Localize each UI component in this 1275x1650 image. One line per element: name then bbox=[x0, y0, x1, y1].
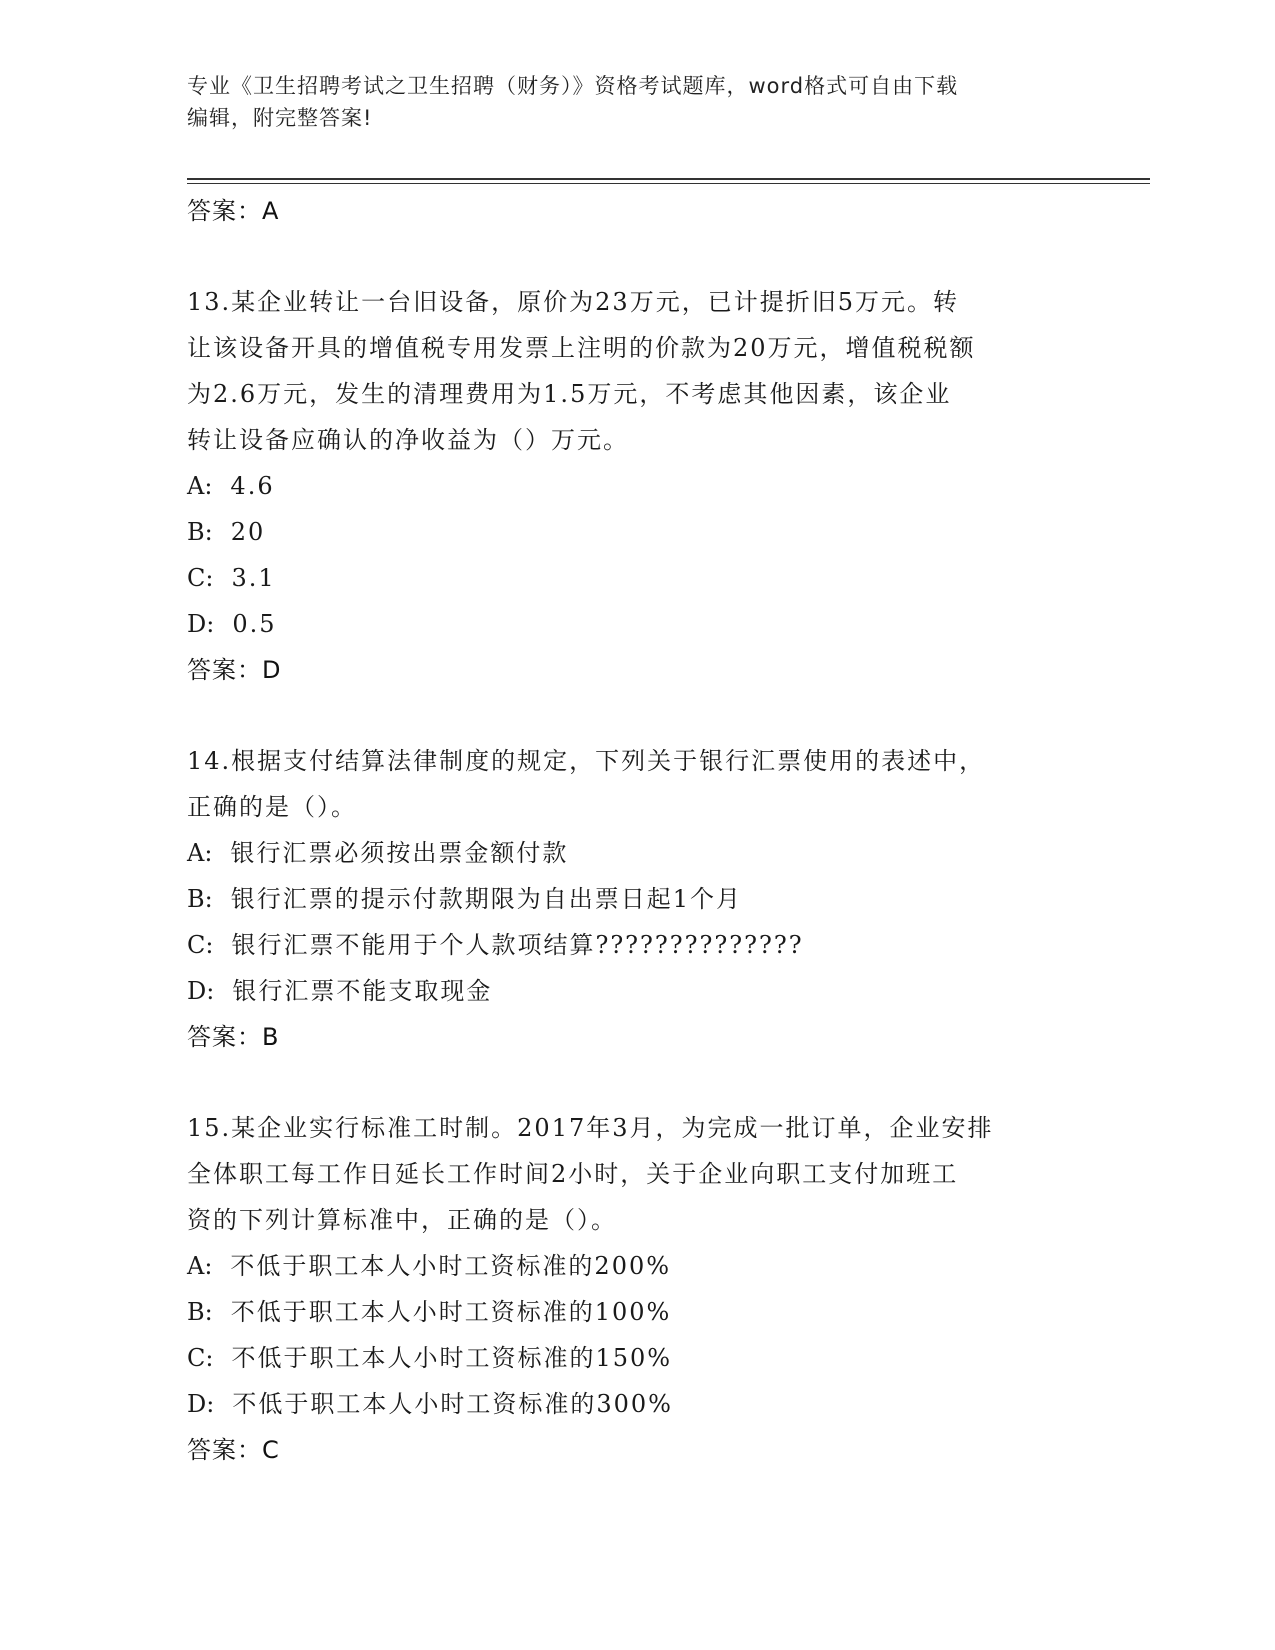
option-letter: D: bbox=[187, 977, 215, 1005]
answer-15: 答案：C bbox=[187, 1436, 280, 1464]
question-13-stem bbox=[187, 279, 1087, 463]
option-letter: D: bbox=[187, 610, 215, 638]
option-text: 银行汇票不能用于个人款项结算?????????????? bbox=[231, 931, 804, 959]
option-letter: A: bbox=[187, 1252, 213, 1280]
option-text: 不低于职工本人小时工资标准的100% bbox=[230, 1298, 672, 1326]
header-line-1: 专业《卫生招聘考试之卫生招聘（财务）》资格考试题库，word格式可自由下载 bbox=[187, 74, 959, 98]
question-15 bbox=[187, 1105, 1087, 1473]
option-letter: A: bbox=[187, 472, 213, 500]
answer-previous: 答案：A bbox=[187, 197, 280, 225]
option-d bbox=[187, 601, 1087, 647]
stem-line: 14.根据支付结算法律制度的规定，下列关于银行汇票使用的表述中， bbox=[187, 747, 986, 775]
stem-line: 为2.6万元，发生的清理费用为1.5万元，不考虑其他因素，该企业 bbox=[187, 380, 952, 408]
option-letter: B: bbox=[187, 518, 213, 546]
option-a bbox=[187, 463, 1087, 509]
option-text: 银行汇票不能支取现金 bbox=[232, 977, 493, 1005]
option-d bbox=[187, 968, 1087, 1014]
option-a bbox=[187, 830, 1087, 876]
option-text: 3.1 bbox=[231, 564, 276, 592]
option-letter: A: bbox=[187, 839, 213, 867]
option-text: 0.5 bbox=[232, 610, 277, 638]
header-divider-thin bbox=[187, 183, 1150, 184]
stem-line: 正确的是（）。 bbox=[187, 793, 357, 821]
option-c bbox=[187, 922, 1087, 968]
question-13 bbox=[187, 279, 1087, 693]
stem-line: 全体职工每工作日延长工作时间2小时，关于企业向职工支付加班工 bbox=[187, 1160, 959, 1188]
option-text: 不低于职工本人小时工资标准的150% bbox=[231, 1344, 673, 1372]
document-body bbox=[187, 188, 1087, 1473]
option-b bbox=[187, 1289, 1087, 1335]
option-d bbox=[187, 1381, 1087, 1427]
stem-line: 转让设备应确认的净收益为（）万元。 bbox=[187, 426, 629, 454]
option-text: 银行汇票必须按出票金额付款 bbox=[230, 839, 569, 867]
option-text: 4.6 bbox=[230, 472, 275, 500]
option-letter: B: bbox=[187, 885, 213, 913]
question-15-stem bbox=[187, 1105, 1087, 1243]
stem-line: 13.某企业转让一台旧设备，原价为23万元，已计提折旧5万元。转 bbox=[187, 288, 959, 316]
stem-line: 让该设备开具的增值税专用发票上注明的价款为20万元，增值税税额 bbox=[187, 334, 976, 362]
page-header bbox=[187, 70, 1087, 134]
option-letter: C: bbox=[187, 1344, 214, 1372]
option-letter: B: bbox=[187, 1298, 213, 1326]
option-a bbox=[187, 1243, 1087, 1289]
option-text: 银行汇票的提示付款期限为自出票日起1个月 bbox=[230, 885, 743, 913]
header-divider-thick bbox=[187, 178, 1150, 180]
option-letter: C: bbox=[187, 931, 214, 959]
option-b bbox=[187, 509, 1087, 555]
option-c bbox=[187, 555, 1087, 601]
answer-13: 答案：D bbox=[187, 656, 282, 684]
question-14 bbox=[187, 738, 1087, 1060]
option-b bbox=[187, 876, 1087, 922]
stem-line: 15.某企业实行标准工时制。2017年3月，为完成一批订单，企业安排 bbox=[187, 1114, 994, 1142]
option-text: 不低于职工本人小时工资标准的200% bbox=[230, 1252, 672, 1280]
option-text: 不低于职工本人小时工资标准的300% bbox=[232, 1390, 673, 1418]
option-letter: D: bbox=[187, 1390, 215, 1418]
stem-line: 资的下列计算标准中，正确的是（）。 bbox=[187, 1206, 617, 1234]
answer-14: 答案：B bbox=[187, 1023, 280, 1051]
option-text: 20 bbox=[230, 518, 266, 546]
question-14-stem bbox=[187, 738, 1087, 830]
option-letter: C: bbox=[187, 564, 214, 592]
option-c bbox=[187, 1335, 1087, 1381]
header-line-2: 编辑，附完整答案! bbox=[187, 106, 373, 130]
